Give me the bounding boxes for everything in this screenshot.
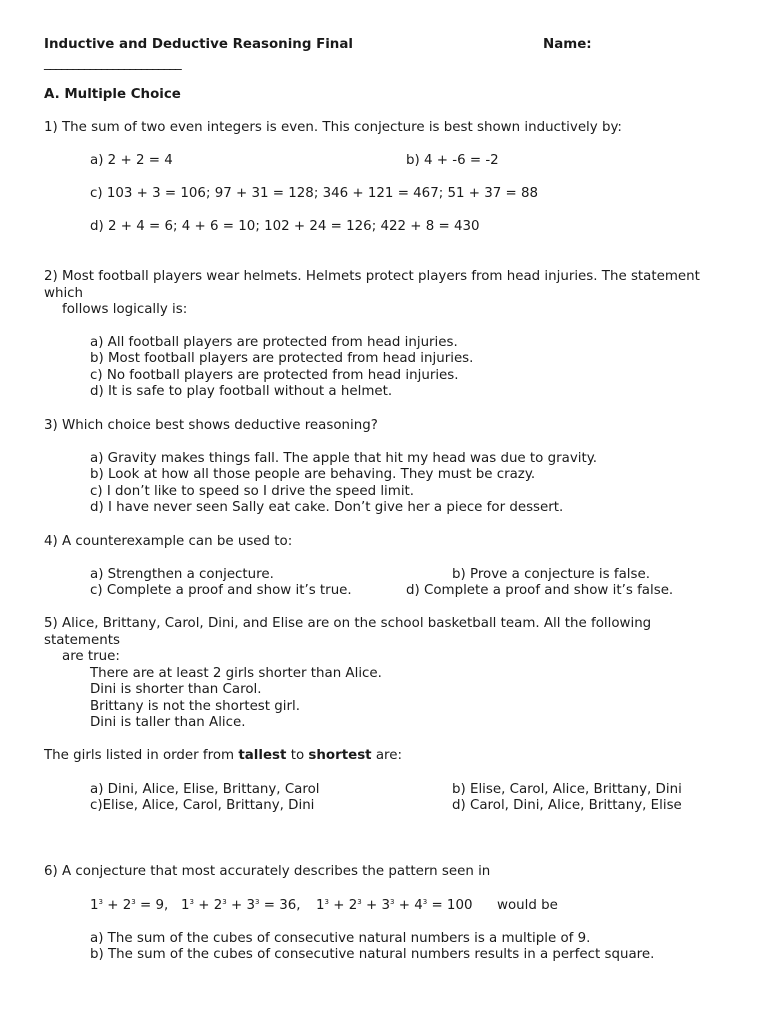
q2-option-b: b) Most football players are protected from head injuries. [90,351,474,366]
q6-equation-3 [316,898,473,914]
q5-stem-line1: 5) Alice, Brittany, Carol, Dini, and Elise are on the school basketball team. All the following [44,616,652,631]
q5-stem-line2: statements [44,633,120,648]
exponent: 3 [422,898,428,906]
eq-term: + 4 [394,898,423,913]
q5-prompt-pre: The girls listed in order from [44,748,239,763]
q5-option-d: d) Carol, Dini, Alice, Brittany, Elise [452,798,682,813]
section-heading: A. Multiple Choice [44,87,181,102]
exponent: 3 [98,898,103,906]
q4-option-c: c) Complete a proof and show it’s true. [90,583,352,598]
exponent: 3 [189,898,194,906]
eq-term: + 2 [194,898,223,913]
q1-stem: 1) The sum of two even integers is even. This conjecture is best shown inductively by: [44,120,622,135]
q5-fact: There are at least 2 girls shorter than Alice. [90,666,382,681]
eq-result: = 9, [135,898,169,913]
q1-option-d: d) 2 + 4 = 6; 4 + 6 = 10; 102 + 24 = 126; 422 + 8 = 430 [90,219,480,234]
q6-tail: would be [497,898,558,913]
exponent: 3 [390,898,395,906]
q5-fact: Dini is taller than Alice. [90,715,246,730]
q5-stem-line3: are true: [62,649,120,664]
exponent: 3 [357,898,362,906]
q6-equation-2 [181,898,301,914]
q5-fact: Brittany is not the shortest girl. [90,699,300,714]
q5-option-a: a) Dini, Alice, Elise, Brittany, Carol [90,782,320,797]
eq-term: 1 [316,898,325,913]
q2-stem-line2: which [44,286,84,301]
q3-option-a: a) Gravity makes things fall. The apple that hit my head was due to gravity. [90,451,598,466]
q3-option-c: c) I don’t like to speed so I drive the speed limit. [90,484,415,499]
q2-stem-line3: follows logically is: [62,302,188,317]
q3-stem: 3) Which choice best shows deductive reasoning? [44,418,378,433]
worksheet-title: Inductive and Deductive Reasoning Final [44,37,353,52]
q5-option-c: c)Elise, Alice, Carol, Brittany, Dini [90,798,315,813]
name-label: Name: [543,37,592,52]
eq-term: + 2 [103,898,132,913]
q4-stem: 4) A counterexample can be used to: [44,534,293,549]
q1-option-a: a) 2 + 2 = 4 [90,153,173,168]
exponent: 3 [324,898,329,906]
q3-option-d: d) I have never seen Sally eat cake. Don’t give her a piece for dessert. [90,500,564,515]
q3-option-b: b) Look at how all those people are behaving. They must be crazy. [90,467,536,482]
eq-term: 1 [90,898,99,913]
eq-term: 1 [181,898,190,913]
q4-option-a: a) Strengthen a conjecture. [90,567,274,582]
q4-option-d: d) Complete a proof and show it’s false. [406,583,674,598]
q2-option-c: c) No football players are protected from head injuries. [90,368,459,383]
eq-term: + 3 [226,898,255,913]
exponent: 3 [222,898,227,906]
q5-fact: Dini is shorter than Carol. [90,682,262,697]
q2-stem-line1: 2) Most football players wear helmets. Helmets protect players from head injuries. The statement [44,269,700,284]
q6-option-b: b) The sum of the cubes of consecutive natural numbers results in a perfect square. [90,947,655,962]
q5-option-b: b) Elise, Carol, Alice, Brittany, Dini [452,782,682,797]
eq-term: + 3 [361,898,390,913]
q5-prompt [44,748,402,764]
q6-equation-1 [90,898,168,914]
exponent: 3 [131,898,136,906]
q2-option-d: d) It is safe to play football without a helmet. [90,384,393,399]
q1-option-c: c) 103 + 3 = 106; 97 + 31 = 128; 346 + 121 = 467; 51 + 37 = 88 [90,186,539,201]
q6-stem: 6) A conjecture that most accurately describes the pattern seen in [44,864,491,879]
q2-option-a: a) All football players are protected from head injuries. [90,335,458,350]
q5-prompt-mid: to [286,748,309,763]
q5-prompt-tallest: tallest [238,748,287,763]
q4-option-b: b) Prove a conjecture is false. [452,567,650,582]
name-blank: ________________________ [44,56,181,71]
q1-option-b: b) 4 + -6 = -2 [406,153,499,168]
q5-prompt-shortest: shortest [308,748,372,763]
exponent: 3 [255,898,260,906]
eq-result: = 100 [427,898,473,913]
q6-option-a: a) The sum of the cubes of consecutive natural numbers is a multiple of 9. [90,931,591,946]
eq-result: = 36, [259,898,301,913]
q5-prompt-post: are: [371,748,403,763]
eq-term: + 2 [329,898,358,913]
